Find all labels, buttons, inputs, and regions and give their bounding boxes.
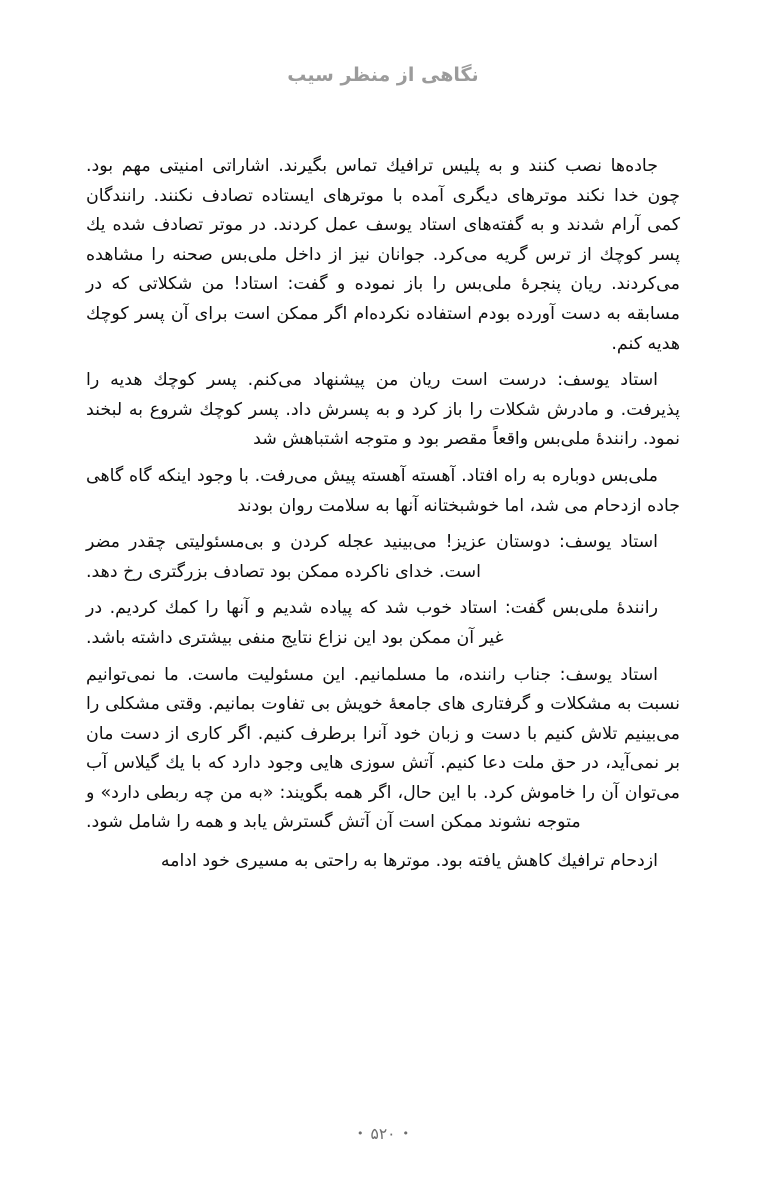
page-number: ۵۲۰ — [370, 1125, 396, 1143]
paragraph-3: ملی‌بس دوباره به راه افتاد. آهسته آهسته پیش می‌رفت. با وجود اینکه گاه گاهی جاده ازدحام می شد، اما خوشبختانه آنها به سلامت روان بودند — [86, 465, 680, 516]
page-folio — [0, 1125, 766, 1143]
paragraph-4: استاد یوسف: دوستان عزیز! می‌بینید عجله کردن و بی‌مسئولیتی چقدر مضر است. خدای ناکرده ممکن بود تصادف بزرگتری رخ دهد. — [86, 532, 658, 582]
paragraph-gap — [86, 654, 680, 661]
paragraph-2: استاد یوسف: درست است ریان من پیشنهاد می‌کنم. پسر کوچك هدیه را پذیرفت. و مادرش شکلات را باز کرد و به پسرش داد. پسر کوچك شروع به لبخند نمود. رانندۀ ملی‌بس واقعاً مقصر بود و متوجه اشتباهش شد — [86, 370, 680, 450]
paragraph-gap — [86, 838, 680, 847]
paragraph-1: جاده‌ها نصب کنند و به پلیس ترافیك تماس بگیرند. اشاراتی امنیتی مهم بود. چون خدا نکند موترهای دیگری آمده با موترهای ایستاده تصادف نکنند. رانندگان کمی آرام شدند و به گفته‌های استاد یوسف عمل کردند. در موتر تصادف شده یك پسر کوچك از ترس گریه می‌کرد. جوانان نیز از داخل ملی‌بس صحنه را مشاهده می‌کردند. ریان پنجرهٔ ملی‌بس را باز نموده و گفت: استاد! من شکلاتی که در مسابقه به دست آورده بودم استفاده نکرده‌ام اگر ممکن است برای آن پسر کوچك هدیه کنم. — [86, 156, 680, 354]
folio-dot-right: • — [402, 1127, 409, 1140]
paragraph-gap — [86, 521, 680, 528]
paragraph-5: رانندۀ ملی‌بس گفت: استاد خوب شد که پیاده شدیم و آنها را کمك کردیم. در غیر آن ممکن بود این نزاع نتایج منفی بیشتری داشته باشد. — [86, 598, 658, 648]
paragraph-gap — [86, 587, 680, 594]
body-text-block — [86, 152, 680, 877]
paragraph-gap — [86, 455, 680, 462]
paragraph-gap — [86, 359, 680, 366]
folio-dot-left: • — [357, 1127, 364, 1140]
paragraph-7: ازدحام ترافیك کاهش یافته بود. موترها به راحتی به مسیری خود ادامه — [160, 851, 658, 872]
paragraph-6: استاد یوسف: جناب راننده، ما مسلمانیم. این مسئولیت ماست. ما نمی‌توانیم نسبت به مشکلات و گرفتاری های جامعهٔ خویش بی تفاوت بمانیم. وقتی مشکلی را می‌بینیم تلاش کنیم با دست و زبان خود آنرا برطرف کنیم. اگر کاری از دست مان بر نمی‌آید، در حق ملت دعا کنیم. آتش سوزی هایی وجود دارد که با یك گیلاس آب می‌توان آن را خاموش کرد. با این حال، اگر همه بگویند: «به من چه ربطی دارد» و متوجه نشوند ممکن است آن آتش گسترش یابد و همه را شامل شود. — [86, 664, 680, 833]
running-head: نگاهی از منظر سیب — [287, 64, 479, 86]
